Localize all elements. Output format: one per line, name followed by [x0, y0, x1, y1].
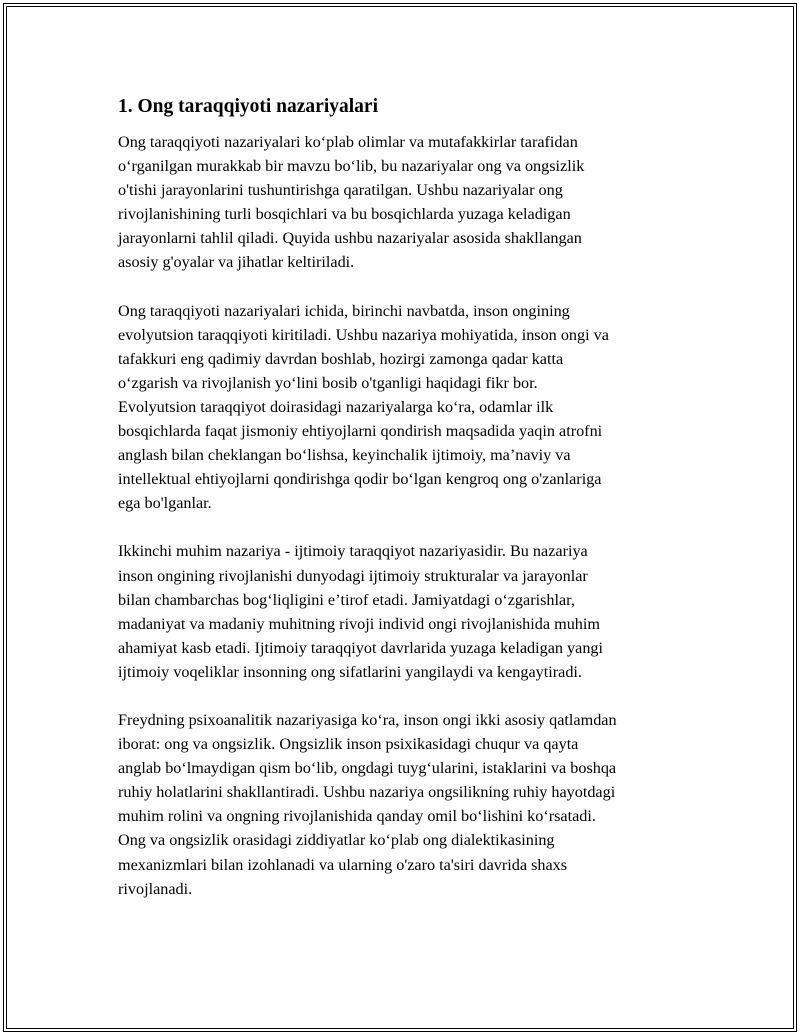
text-line: muhim rolini va ongning rivojlanishida qanday omil boʻlishini koʻrsatadi.	[118, 807, 596, 826]
text-line: anglash bilan cheklangan boʻlishsa, keyinchalik ijtimoiy, maʼnaviy va	[118, 446, 571, 465]
text-line: Ikkinchi muhim nazariya - ijtimoiy taraqqiyot nazariyasidir. Bu nazariya	[118, 542, 588, 561]
text-line: ijtimoiy voqeliklar insonning ong sifatlarini yangilaydi va kengaytiradi.	[118, 662, 582, 681]
paragraph-1	[118, 130, 708, 275]
text-line: bilan chambarchas bogʻliqligini eʼtirof etadi. Jamiyatdagi oʻzgarishlar,	[118, 590, 575, 609]
text-line: rivojlanishining turli bosqichlari va bu bosqichlarda yuzaga keladigan	[118, 205, 571, 224]
text-line: o'tishi jarayonlarini tushuntirishga qaratilgan. Ushbu nazariyalar ong	[118, 181, 563, 200]
text-line: Ong va ongsizlik orasidagi ziddiyatlar koʻplab ong dialektikasining	[118, 831, 555, 850]
text-line: iborat: ong va ongsizlik. Ongsizlik inson psixikasidagi chuqur va qayta	[118, 735, 579, 754]
text-line: Ong taraqqiyoti nazariyalari ichida, birinchi navbatda, inson ongining	[118, 301, 570, 320]
text-line: anglab boʻlmaydigan qism boʻlib, ongdagi tuygʻularini, istaklarini va boshqa	[118, 759, 617, 778]
text-line: bosqichlarda faqat jismoniy ehtiyojlarni qondirish maqsadida yaqin atrofni	[118, 422, 603, 441]
section-heading: 1. Ong taraqqiyoti nazariyalari	[118, 96, 378, 117]
text-line: evolyutsion taraqqiyoti kiritiladi. Ushbu nazariya mohiyatida, inson ongi va	[118, 325, 609, 344]
text-line: jarayonlarni tahlil qiladi. Quyida ushbu nazariyalar asosida shakllangan	[118, 229, 582, 248]
text-line: oʻzgarish va rivojlanish yoʻlini bosib o'tganligi haqidagi fikr bor.	[118, 373, 538, 392]
text-line: inson ongining rivojlanishi dunyodagi ijtimoiy strukturalar va jarayonlar	[118, 566, 588, 585]
text-line: tafakkuri eng qadimiy davrdan boshlab, hozirgi zamonga qadar katta	[118, 349, 564, 368]
document-body	[118, 93, 708, 925]
paragraph-3	[118, 539, 708, 684]
text-line: mexanizmlari bilan izohlanadi va ularning o'zaro ta'siri davrida shaxs	[118, 855, 568, 874]
text-line: Freydning psixoanalitik nazariyasiga koʻra, inson ongi ikki asosiy qatlamdan	[118, 710, 617, 729]
text-line: ega bo'lganlar.	[118, 494, 212, 513]
text-line: Evolyutsion taraqqiyot doirasidagi nazariyalarga koʻra, odamlar ilk	[118, 397, 554, 416]
text-line: madaniyat va madaniy muhitning rivoji individ ongi rivojlanishida muhim	[118, 614, 600, 633]
paragraph-4	[118, 708, 708, 901]
paragraph-2	[118, 299, 708, 516]
text-line: oʻrganilgan murakkab bir mavzu boʻlib, bu nazariyalar ong va ongsizlik	[118, 157, 585, 176]
text-line: ruhiy holatlarini shakllantiradi. Ushbu nazariya ongsilikning ruhiy hayotdagi	[118, 783, 616, 802]
text-line: ahamiyat kasb etadi. Ijtimoiy taraqqiyot davrlarida yuzaga keladigan yangi	[118, 638, 604, 657]
text-line: asosiy g'oyalar va jihatlar keltiriladi.	[118, 253, 355, 272]
text-line: rivojlanadi.	[118, 879, 193, 898]
text-line: intellektual ehtiyojlarni qondirishga qodir boʻlgan kengroq ong o'zanlariga	[118, 470, 602, 489]
text-line: Ong taraqqiyoti nazariyalari koʻplab olimlar va mutafakkirlar tarafidan	[118, 133, 578, 151]
